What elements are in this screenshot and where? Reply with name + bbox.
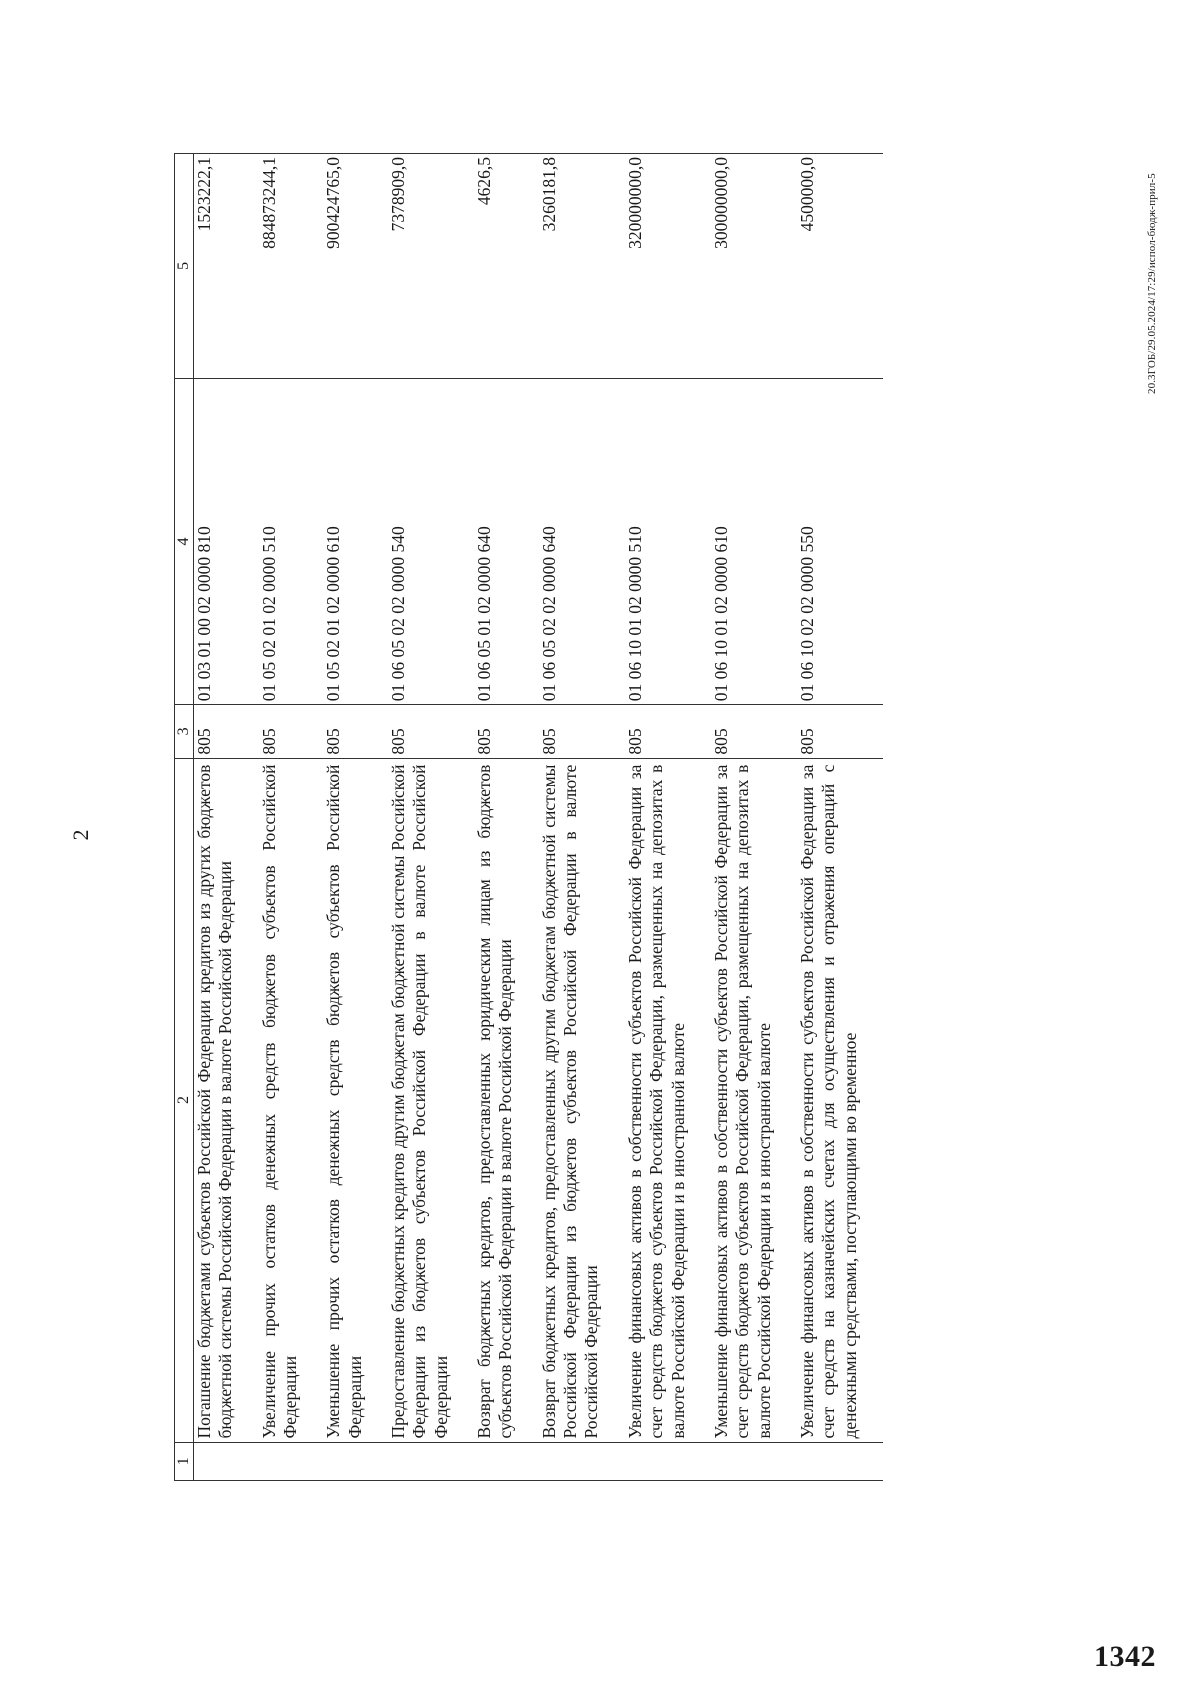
table-row <box>194 154 259 1481</box>
row-index-cell <box>711 1442 797 1480</box>
row-budget-classification-code: 01 05 02 01 02 0000 610 <box>323 378 388 704</box>
row-admin-code: 805 <box>388 705 474 758</box>
row-index-cell <box>323 1442 388 1480</box>
row-amount: 4500000,0 <box>797 154 883 379</box>
row-description: Возврат бюджетных кредитов, предоставленных другим бюджетам бюджетной системы Российской Федерации из бюджетов субъектов Российской Федерации в валюте Российской Федерации <box>539 758 625 1442</box>
table-row <box>474 154 539 1481</box>
table-row <box>797 154 883 1481</box>
row-budget-classification-code: 01 06 10 01 02 0000 610 <box>711 378 797 704</box>
row-budget-classification-code: 01 03 01 00 02 0000 810 <box>194 378 259 704</box>
row-budget-classification-code: 01 05 02 01 02 0000 510 <box>259 378 324 704</box>
row-description: Предоставление бюджетных кредитов другим бюджетам бюджетной системы Российской Федерации из бюджетов субъектов Российской Федерации в валюте Российской Федерации <box>388 758 474 1442</box>
row-amount: 320000000,0 <box>625 154 711 379</box>
row-description: Увеличение прочих остатков денежных средств бюджетов субъектов Российской Федерации <box>259 758 324 1442</box>
header-col-4: 4 <box>175 378 194 704</box>
row-admin-code: 805 <box>474 705 539 758</box>
row-budget-classification-code: 01 06 10 01 02 0000 510 <box>625 378 711 704</box>
header-col-1: 1 <box>175 1442 194 1480</box>
table-row <box>323 154 388 1481</box>
table-row <box>539 154 625 1481</box>
row-description: Возврат бюджетных кредитов, предоставленных юридическим лицам из бюджетов субъектов Российской Федерации в валюте Российской Федерации <box>474 758 539 1442</box>
table-row <box>259 154 324 1481</box>
row-amount: 1523222,1 <box>194 154 259 379</box>
row-budget-classification-code: 01 06 10 02 02 0000 550 <box>797 378 883 704</box>
row-index-cell <box>625 1442 711 1480</box>
table-row <box>388 154 474 1481</box>
row-admin-code: 805 <box>194 705 259 758</box>
page-number: 2 <box>68 829 93 841</box>
header-col-2: 2 <box>175 758 194 1442</box>
row-budget-classification-code: 01 06 05 02 02 0000 640 <box>539 378 625 704</box>
header-col-3: 3 <box>175 705 194 758</box>
row-description: Увеличение финансовых активов в собственности субъектов Российской Федерации за счет средств на казначейских счетах для осуществления и отражения операций с денежными средствами, поступающими во временное <box>797 758 883 1442</box>
row-budget-classification-code: 01 06 05 02 02 0000 540 <box>388 378 474 704</box>
header-col-5: 5 <box>175 154 194 379</box>
row-index-cell <box>388 1442 474 1480</box>
row-admin-code: 805 <box>259 705 324 758</box>
row-admin-code: 805 <box>711 705 797 758</box>
row-amount: 300000000,0 <box>711 154 797 379</box>
row-amount: 7378909,0 <box>388 154 474 379</box>
row-index-cell <box>797 1442 883 1480</box>
row-index-cell <box>259 1442 324 1480</box>
row-admin-code: 805 <box>797 705 883 758</box>
row-amount: 884873244,1 <box>259 154 324 379</box>
table-body <box>175 154 883 1481</box>
footer-document-reference: 20.3ГОБ/29.05.2024/17:29/испол-бюдж-прил-5 <box>1146 173 1158 394</box>
row-admin-code: 805 <box>625 705 711 758</box>
row-description: Погашение бюджетами субъектов Российской Федерации кредитов из других бюджетов бюджетной системы Российской Федерации в валюте Российской Федерации <box>194 758 259 1442</box>
row-index-cell <box>194 1442 259 1480</box>
budget-sources-table <box>174 153 883 1481</box>
table-row <box>625 154 711 1481</box>
row-amount: 3260181,8 <box>539 154 625 379</box>
row-admin-code: 805 <box>539 705 625 758</box>
row-description: Уменьшение финансовых активов в собственности субъектов Российской Федерации за счет средств бюджетов субъектов Российской Федерации, размещенных на депозитах в валюте Российской Федерации и в иностранной валюте <box>711 758 797 1442</box>
row-description: Увеличение финансовых активов в собственности субъектов Российской Федерации за счет средств бюджетов субъектов Российской Федерации, размещенных на депозитах в валюте Российской Федерации и в иностранной валюте <box>625 758 711 1442</box>
row-admin-code: 805 <box>323 705 388 758</box>
row-amount: 4626,5 <box>474 154 539 379</box>
table-row <box>711 154 797 1481</box>
row-amount: 900424765,0 <box>323 154 388 379</box>
row-index-cell <box>539 1442 625 1480</box>
stamp-page-number: 1342 <box>1094 1640 1156 1673</box>
row-budget-classification-code: 01 06 05 01 02 0000 640 <box>474 378 539 704</box>
row-description: Уменьшение прочих остатков денежных средств бюджетов субъектов Российской Федерации <box>323 758 388 1442</box>
table-header-row <box>175 154 194 1481</box>
row-index-cell <box>474 1442 539 1480</box>
